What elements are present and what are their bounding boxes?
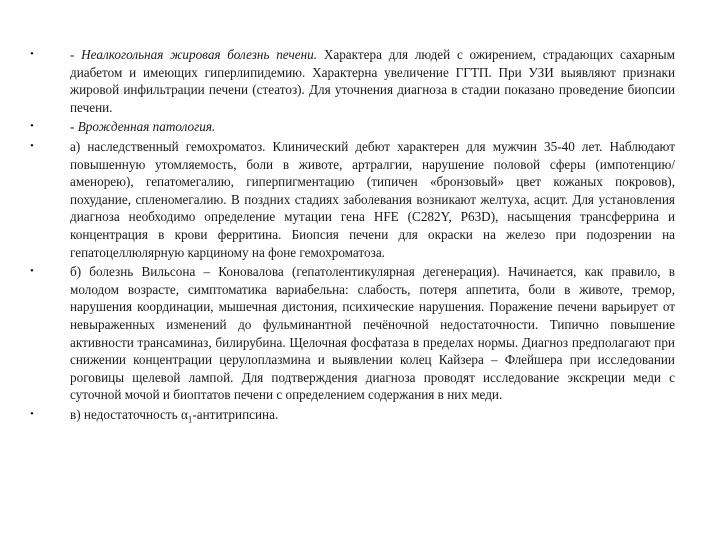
item-text: [70, 119, 215, 134]
bullet-marker: •: [30, 139, 34, 152]
list-item-nafld: [30, 46, 675, 116]
item-lead-italic: - Неалкогольная жировая болезнь печени.: [70, 47, 318, 62]
item-body-before-sub: в) недостаточность α: [70, 406, 188, 422]
item-lead-italic: - Врожденная патология.: [70, 119, 216, 135]
bullet-marker: •: [30, 120, 34, 133]
list-item-wilson: [30, 263, 675, 404]
item-body: Характера для людей с ожирением, страдающих сахарным диабетом и имеющих гиперлипидемию. Характерна увеличение ГГТП. При УЗИ выявляют признаки жировой инфильтрации печени (стеатоз). Для уточнения диагноза в стадии показано проведение биопсии печени.: [70, 47, 675, 115]
item-body: а) наследственный гемохроматоз. Клинический дебют характерен для мужчин 35-40 лет. Наблюдают повышенную утомляемость, боли в животе, артралгии, нарушение половой сферы (импотенцию/аменорею), гепатомегалию, гиперпигментацию (типичен «бронзовый» цвет кожаных покровов), похудание, спленомегалию. В поздних стадиях заболевания возникают желтуха, асцит. Для установления диагноза необходимо определение мутации гена HFE (C282Y, P63D), насыщения трансферрина и концентрация в крови ферритина. Биопсия печени для окраски на железо при подозрении на гепатоцеллюлярную карциному на фоне гемохроматоза.: [70, 138, 675, 260]
item-text: [70, 264, 675, 402]
bullet-marker: •: [30, 48, 34, 60]
item-body: б) болезнь Вильсона – Коновалова (гепатолентикулярная дегенерация). Начинается, как правило, в молодом возрасте, симптоматика вариабельна: слабость, потеря аппетита, боли в животе, тремор, нарушения координации, мышечная дистония, психические нарушения. Поражение печени варьирует от невыраженных изменений до фульминантной печёночной недостаточности. Типично повышение активности трансаминаз, билирубина. Щелочная фосфатаза в пределах нормы. Диагноз предполагают при снижении концентрации церулоплазмина и выявлении колец Кайзера – Флейшера при исследовании роговицы щелевой лампой. Для подтверждения диагноза проводят исследование экскреции меди с суточной мочой и биоптатов печени с определением содержания в них меди.: [70, 264, 675, 403]
item-text: [70, 47, 675, 115]
item-subscript: 1: [187, 414, 193, 425]
item-body-after-sub: -антитрипсина.: [192, 406, 279, 422]
bullet-list: [30, 46, 675, 425]
bullet-marker: •: [30, 265, 34, 278]
list-item-alpha1: [30, 406, 675, 424]
list-item-congenital: [30, 118, 675, 136]
item-text: [70, 406, 279, 425]
list-item-hemochromatosis: [30, 138, 675, 261]
bullet-marker: •: [30, 407, 34, 420]
item-text: [70, 139, 675, 260]
